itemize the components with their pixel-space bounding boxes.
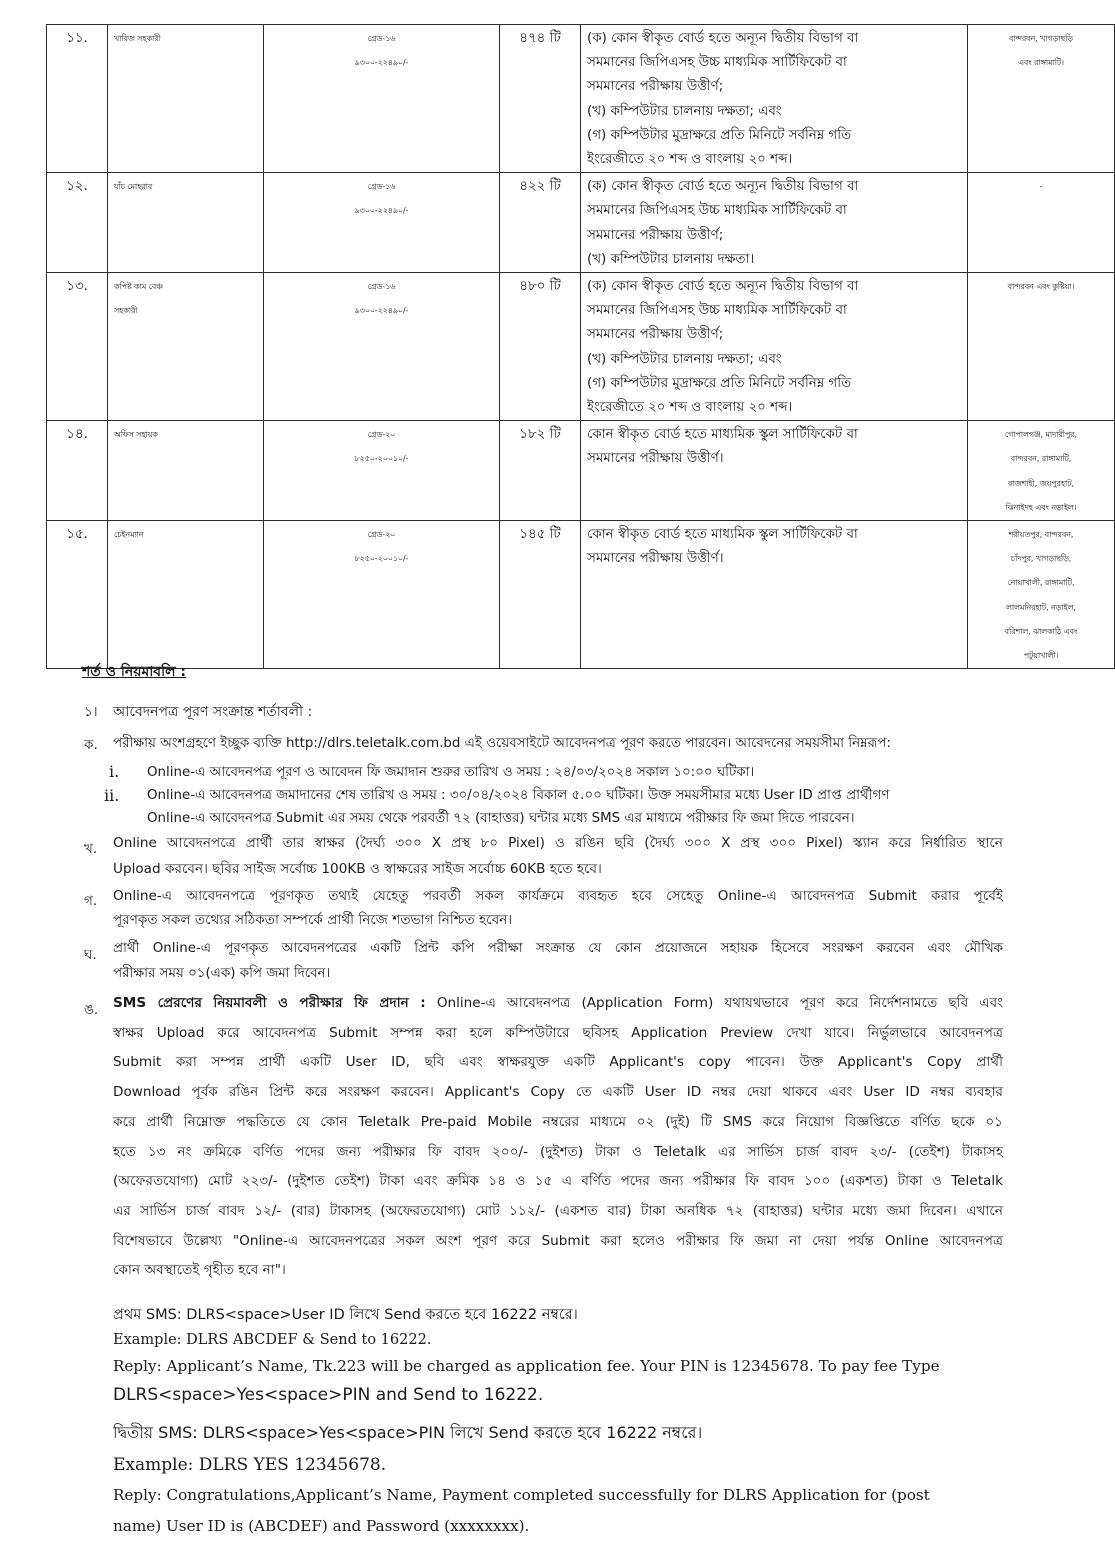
post-name-cell	[108, 173, 264, 273]
grade-cell	[264, 521, 500, 669]
qualification-line: সমমানের পরীক্ষায় উত্তীর্ণ।	[587, 451, 724, 467]
post-count: ১৪৫ টি	[519, 527, 561, 543]
districts-cell	[968, 173, 1115, 273]
post-count-cell	[500, 25, 581, 173]
post-count-cell	[500, 173, 581, 273]
districts-cell	[968, 25, 1115, 173]
qualification-cell	[581, 25, 968, 173]
item1-marker: ১।	[84, 704, 98, 720]
qualification-line: সমমানের পরীক্ষায় উত্তীর্ণ;	[587, 79, 724, 95]
qualification-cell	[581, 273, 968, 421]
ka-text: পরীক্ষায় অংশগ্রহণে ইচ্ছুক ব্যক্তি http://dlrs.teletalk.com.bd এই ওয়েবসাইটে আবেদনপত্র পূরণ করতে পারবেন। আবেদনের সময়সীমা নিম্নরূপ:	[113, 736, 891, 751]
uma-line: (অফেরতযোগ্য) মোট ২২৩/- (দুইশত তেইশ) টাকা এবং ক্রমিক ১৪ ও ১৫ এ বর্ণিত পদের জন্য পরীক্ষার ফি বাবদ ১০০ (একশত) টাকা ও Teletalk	[113, 1173, 1003, 1190]
ii-line: Online-এ আবেদনপত্র জমাদানের শেষ তারিখ ও সময় : ৩০/০৪/২০২৪ বিকাল ৫.০০ ঘটিকা। উক্ত সময়সীমার মধ্যে User ID প্রাপ্ত প্রার্থীগণ	[147, 788, 890, 803]
serial-number: ১৫.	[66, 527, 88, 543]
sms1-instruction: প্রথম SMS: DLRS<space>User ID লিখে Send করতে হবে 16222 নম্বরে।	[113, 1307, 578, 1323]
serial-number: ১১.	[66, 31, 88, 46]
uma-marker: ঙ.	[84, 1002, 99, 1018]
qualification-line: (খ) কম্পিউটার চালনায় দক্ষতা; এবং	[587, 351, 782, 367]
gha-marker: ঘ.	[84, 947, 97, 963]
qualification-line: (ক) কোন স্বীকৃত বোর্ড হতে অন্যূন দ্বিতীয় বিভাগ বা	[587, 179, 859, 195]
sms1-reply-line: DLRS<space>Yes<space>PIN and Send to 16222.	[113, 1385, 544, 1405]
district-line: ঝিনাইদহ এবং নড়াইল।	[1005, 502, 1077, 512]
uma-line: Download পূর্বক রঙিন প্রিন্ট করে সংরক্ষণ করবেন। Applicant's Copy তে একটি User ID নম্বর দেয়া থাকবে এবং User ID নম্বর ব্যবহার	[113, 1084, 1003, 1101]
grade-line: গ্রেড-২০	[367, 530, 396, 540]
ga-marker: গ.	[84, 893, 98, 909]
district-line: গোপালগঞ্জ, মাদারীপুর,	[1004, 430, 1078, 440]
district-line: এবং রাঙ্গামাটি।	[1018, 58, 1064, 68]
post-name-cell	[108, 521, 264, 669]
district-line: চাঁদপুর, খাগড়াছড়ি,	[1010, 554, 1072, 564]
qualification-line: (ক) কোন স্বীকৃত বোর্ড হতে অন্যূন দ্বিতীয় বিভাগ বা	[587, 31, 859, 46]
district-line: শরীয়তপুর, বান্দরবন,	[1008, 530, 1074, 540]
serial-number-cell	[47, 273, 108, 421]
qualification-line: (গ) কম্পিউটার মুদ্রাক্ষরে প্রতি মিনিটে সর্বনিম্ন গতি	[587, 375, 852, 391]
post-name-cell	[108, 25, 264, 173]
post-name-line: কপিষ্ট কাম বেঞ্চ	[114, 282, 163, 292]
qualification-line: সমমানের পরীক্ষায় উত্তীর্ণ;	[587, 327, 724, 343]
posts-table-body	[47, 25, 1115, 669]
post-name-cell	[108, 273, 264, 421]
grade-line: ৮২৫০-২০০১০/-	[354, 454, 409, 464]
uma-first-line	[113, 989, 1003, 1019]
sms2-reply-line: Reply: Congratulations,Applicant’s Name, Payment completed successfully for DLRS Application for (post	[113, 1486, 930, 1504]
i-text: Online-এ আবেদনপত্র পূরণ ও আবেদন ফি জমাদান শুরুর তারিখ ও সময় : ২৪/০৩/২০২৪ সকাল ১০:০০ ঘটিকা।	[147, 765, 755, 780]
ii-paragraph	[147, 784, 1003, 830]
post-name-cell	[108, 421, 264, 521]
rules-title: শর্ত ও নিয়মাবলি :	[82, 664, 186, 680]
serial-number: ১২.	[66, 179, 88, 195]
district-line: বান্দরবন এবং কুষ্টিয়া।	[1007, 282, 1075, 292]
uma-line: Submit করা সম্পন্ন প্রার্থী একটি User ID, ছবি এবং স্বাক্ষরযুক্ত একটি Applicant's copy পাবেন। উক্ত Applicant's Copy প্রার্থী	[113, 1054, 1003, 1071]
ka-marker: ক.	[84, 737, 98, 753]
qualification-line: ইংরেজীতে ২০ শব্দ ও বাংলায় ২০ শব্দ।	[587, 152, 793, 168]
serial-number-cell	[47, 421, 108, 521]
district-line: -	[1039, 182, 1043, 192]
kha-paragraph	[113, 830, 1003, 882]
uma-line: স্বাক্ষর Upload করে আবেদনপত্র Submit সম্পন্ন করা হলে কম্পিউটারে ছবিসহ Application Preview দেখা যাবে। নির্ভুলভাবে আবেদনপত্র	[113, 1024, 1003, 1041]
ga-line: Online-এ আবেদনপত্রে পূরণকৃত তথ্যই যেহেতু পরবর্তী সকল কার্যক্রমে ব্যবহৃত হবে সেহেতু Online-এ আবেদনপত্র Submit করার পূর্বেই	[113, 888, 1003, 904]
district-line: নোয়াখালী, রাঙ্গামাটি,	[1007, 578, 1075, 588]
uma-line: কোন অবস্থাতেই গৃহীত হবে না"।	[113, 1262, 286, 1279]
post-count-cell	[500, 421, 581, 521]
i-marker: i.	[109, 762, 120, 781]
item1-text: আবেদনপত্র পূরণ সংক্রান্ত শর্তাবলী :	[113, 704, 313, 720]
sms1-reply-line: Reply: Applicant’s Name, Tk.223 will be charged as application fee. Your PIN is 12345678. To pay fee Type	[113, 1357, 940, 1375]
district-line: পটুয়াখালী।	[1023, 651, 1059, 661]
uma-line: Online-এ আবেদনপত্র (Application Form) যথাযথভাবে পূরণ করে নির্দেশনামতে ছবি এবং	[436, 995, 1003, 1011]
table-row	[47, 25, 1115, 173]
districts-cell	[968, 421, 1115, 521]
post-name-line: খারিজ সহকারী	[114, 34, 161, 43]
posts-table	[46, 24, 1115, 669]
district-line: লালমনিরহাট, নড়াইল,	[1006, 602, 1076, 612]
qualification-line: কোন স্বীকৃত বোর্ড হতে মাধ্যমিক স্কুল সার্টিফিকেট বা	[587, 527, 858, 543]
gha-line: পরীক্ষার সময় ০১(এক) কপি জমা দিবেন।	[113, 966, 331, 981]
uma-heading: SMS প্রেরণের নিয়মাবলী ও পরীক্ষার ফি প্রদান :	[113, 995, 426, 1011]
post-count: ৪৭৪ টি	[519, 31, 561, 46]
qualification-cell	[581, 421, 968, 521]
grade-line: ৮২৫০-২০০১০/-	[354, 554, 409, 564]
post-count: ১৮২ টি	[519, 427, 561, 443]
serial-number-cell	[47, 25, 108, 173]
ga-paragraph	[113, 884, 1003, 932]
table-row	[47, 173, 1115, 273]
gha-paragraph	[113, 936, 1003, 986]
post-count-cell	[500, 273, 581, 421]
grade-line: গ্রেড-১৬	[367, 282, 396, 292]
ga-line: পূরণকৃত সকল তথ্যের সঠিকতা সম্পর্কে প্রার্থী নিজে শতভাগ নিশ্চিত হবেন।	[113, 912, 513, 928]
sms2-instruction: দ্বিতীয় SMS: DLRS<space>Yes<space>PIN লিখে Send করতে হবে 16222 নম্বরে।	[113, 1423, 703, 1442]
qualification-line: (গ) কম্পিউটার মুদ্রাক্ষরে প্রতি মিনিটে সর্বনিম্ন গতি	[587, 127, 852, 143]
district-line: বান্দরবন, খাগড়াছড়ি	[1009, 34, 1073, 43]
grade-line: গ্রেড-১৬	[367, 34, 396, 43]
kha-line: Upload করবেন। ছবির সাইজ সর্বোচ্চ 100KB ও স্বাক্ষরের সাইজ সর্বোচ্চ 60KB হতে হবে।	[113, 861, 602, 877]
uma-line: হতে ১৩ নং ক্রমিকে বর্ণিত পদের জন্য পরীক্ষার ফি বাবদ ২০০/- (দুইশত) টাকা ও Teletalk এর সার্ভিস চার্জ বাবদ ২৩/- (তেইশ) টাকাসহ	[113, 1143, 1003, 1160]
uma-paragraph	[113, 989, 1003, 1286]
ii-line: Online-এ আবেদনপত্র Submit এর সময় থেকে পরবর্তী ৭২ (বাহাত্তর) ঘন্টার মধ্যে SMS এর মাধ্যমে পরীক্ষার ফি জমা দিতে পারবেন।	[147, 811, 855, 826]
qualification-line: (খ) কম্পিউটার চালনায় দক্ষতা।	[587, 251, 755, 267]
grade-line: ৯৩০০-২২৪৯০/-	[354, 306, 409, 316]
kha-line: Online আবেদনপত্রে প্রার্থী তার স্বাক্ষর (দৈর্ঘ্য ৩০০ X প্রস্থ ৮০ Pixel) ও রঙিন ছবি (দৈর্ঘ্য ৩০০ X প্রস্থ ৩০০ Pixel) স্ক্যান করে নির্ধারিত স্থানে	[113, 835, 1003, 851]
district-line: বরিশাল, ঝালকাঠি এবং	[1004, 626, 1078, 636]
post-count: ৪৮০ টি	[519, 279, 561, 295]
qualification-line: সমমানের জিপিএসহ উচ্চ মাধ্যমিক সার্টিফিকেট বা	[587, 55, 847, 71]
ii-marker: ii.	[104, 786, 120, 805]
uma-line: করে প্রার্থী নিম্নোক্ত পদ্ধতিতে যে কোন Teletalk Pre-paid Mobile নম্বরের মাধ্যমে ০২ (দুই) টি SMS করে নিয়োগ বিজ্ঞপ্তিতে বর্ণিত ছকে ০১	[113, 1113, 1003, 1130]
grade-cell	[264, 173, 500, 273]
serial-number-cell	[47, 521, 108, 669]
qualification-line: কোন স্বীকৃত বোর্ড হতে মাধ্যমিক স্কুল সার্টিফিকেট বা	[587, 427, 858, 443]
table-row	[47, 273, 1115, 421]
qualification-cell	[581, 173, 968, 273]
grade-cell	[264, 273, 500, 421]
table-row	[47, 521, 1115, 669]
grade-line: ৯৩০০-২২৪৯০/-	[354, 58, 409, 68]
qualification-line: সমমানের জিপিএসহ উচ্চ মাধ্যমিক সার্টিফিকেট বা	[587, 203, 847, 219]
post-name-line: চেইনম্যান	[114, 530, 144, 540]
kha-marker: খ.	[84, 841, 98, 857]
uma-line: এর সার্ভিস চার্জ বাবদ ১২/- (বার) টাকাসহ (অফেরতযোগ্য) মোট ১১২/- (একশত বার) টাকা অনধিক ৭২ (বাহাত্তর) ঘন্টার মধ্যে জমা দিবেন। এখানে	[113, 1202, 1003, 1219]
post-count-cell	[500, 521, 581, 669]
qualification-line: (ক) কোন স্বীকৃত বোর্ড হতে অন্যূন দ্বিতীয় বিভাগ বা	[587, 279, 859, 295]
gha-line: প্রার্থী Online-এ পূরণকৃত আবেদনপত্রের একটি প্রিন্ট কপি পরীক্ষা সংক্রান্ত যে কোন প্রয়োজনে সহায়ক হিসেবে সংরক্ষণ করবেন এবং মৌখিক	[113, 941, 1003, 956]
district-line: রাজশাহী, জয়পুরহাট,	[1008, 478, 1074, 488]
districts-cell	[968, 521, 1115, 669]
serial-number: ১৩.	[66, 279, 88, 295]
post-name-line: সহকারী	[114, 306, 138, 316]
qualification-line: ইংরেজীতে ২০ শব্দ ও বাংলায় ২০ শব্দ।	[587, 400, 793, 416]
sms1-example: Example: DLRS ABCDEF & Send to 16222.	[113, 1332, 432, 1348]
qualification-line: (খ) কম্পিউটার চালনায় দক্ষতা; এবং	[587, 103, 782, 119]
post-name-line: যাঁচ মোহরার	[114, 182, 153, 192]
post-name-line: অফিস সহায়ক	[114, 430, 158, 440]
uma-line: বিশেষভাবে উল্লেখ্য "Online-এ আবেদনপত্রের সকল অংশ পূরণ করে Submit করা হলেও পরীক্ষার ফি জমা না দেয়া পর্যন্ত Online আবেদনপত্র	[113, 1232, 1003, 1249]
serial-number-cell	[47, 173, 108, 273]
serial-number: ১৪.	[66, 427, 88, 443]
sms2-example: Example: DLRS YES 12345678.	[113, 1455, 387, 1475]
sms2-reply-line: name) User ID is (ABCDEF) and Password (xxxxxxxx).	[113, 1517, 530, 1535]
qualification-line: সমমানের পরীক্ষায় উত্তীর্ণ;	[587, 227, 724, 243]
qualification-line: সমমানের পরীক্ষায় উত্তীর্ণ।	[587, 551, 724, 567]
grade-cell	[264, 421, 500, 521]
grade-line: গ্রেড-১৬	[367, 182, 396, 192]
districts-cell	[968, 273, 1115, 421]
qualification-line: সমমানের জিপিএসহ উচ্চ মাধ্যমিক সার্টিফিকেট বা	[587, 303, 847, 319]
grade-line: গ্রেড-২০	[367, 430, 396, 440]
grade-cell	[264, 25, 500, 173]
qualification-cell	[581, 521, 968, 669]
post-count: ৪২২ টি	[519, 179, 561, 195]
grade-line: ৯৩০০-২২৪৯০/-	[354, 206, 409, 216]
table-row	[47, 421, 1115, 521]
district-line: বান্দরবন, রাঙ্গামাটি,	[1010, 454, 1072, 464]
